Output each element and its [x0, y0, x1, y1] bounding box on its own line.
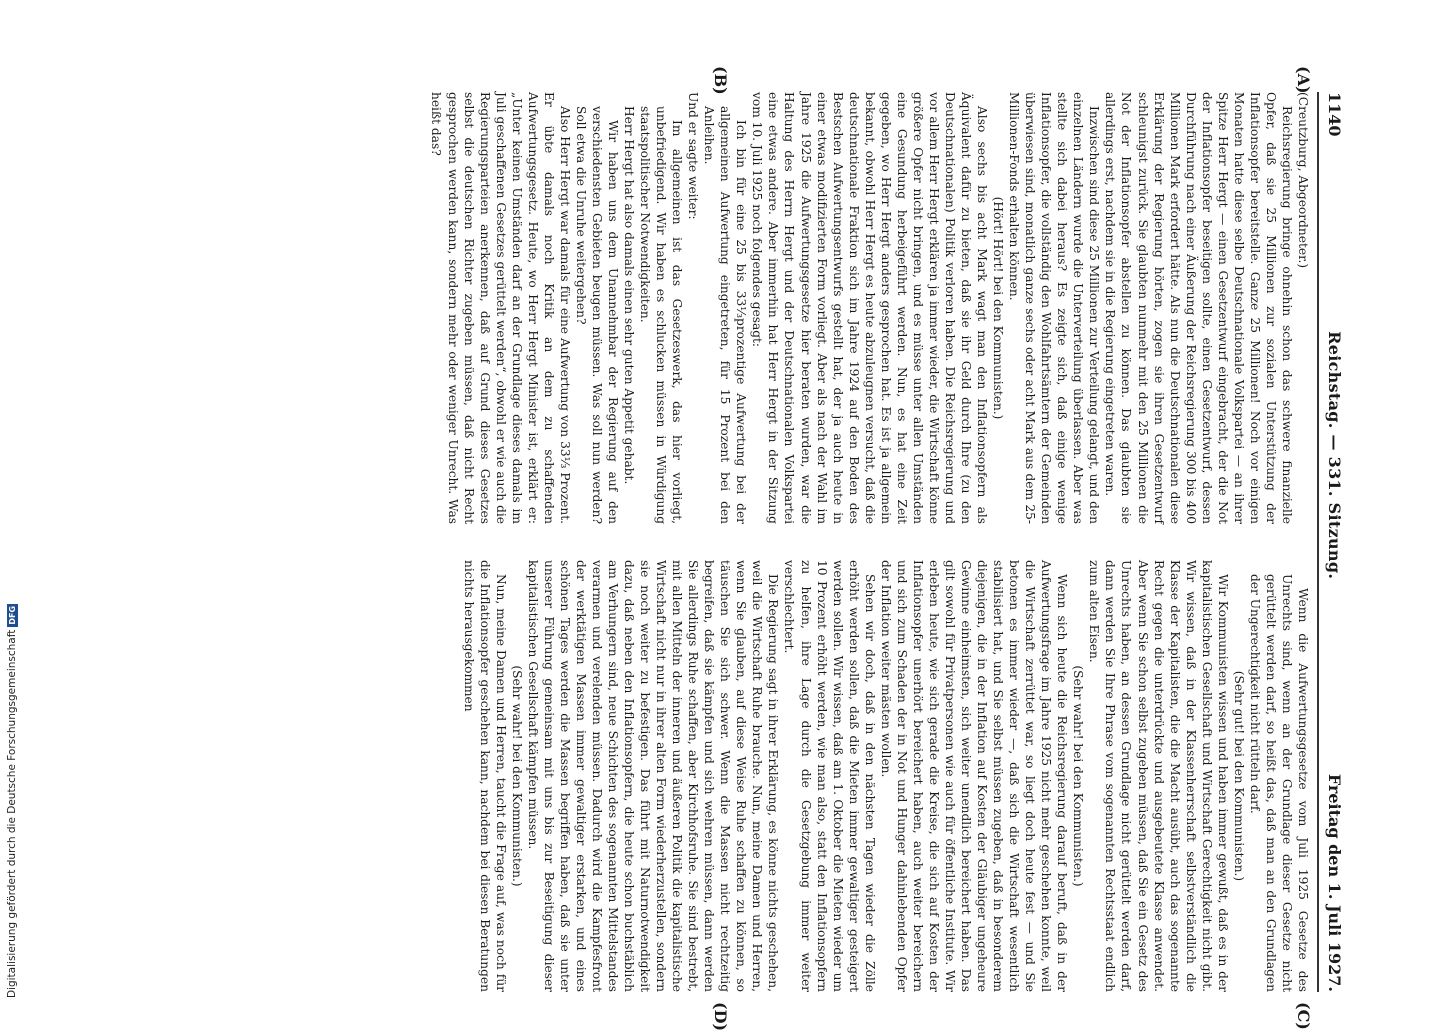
interjection: (Sehr gut! bei den Kommunisten.) [1231, 670, 1246, 882]
funding-note [3, 605, 21, 999]
interjection: (Sehr wahr! bei den Kommunisten.) [509, 665, 524, 887]
paragraph: Nun, meine Damen und Herren, taucht die Frage auf, was noch für die Inflationsopfer geschehen kann, nachdem bei diesen Beratungen nichts herausgekommen [461, 560, 508, 992]
paragraph: Sehen wir doch, daß in den nächsten Tagen wieder die Zölle erhöht werden sollen, daß die Mieten immer gewaltiger gesteigert werden sollen. Wir wissen, daß am 1. Oktober die Mieten wieder um 10 Prozent erhöht werden, wie man also, statt den Inflationsopfern zu helfen, ihre Lage durch die Gesetzgebung immer weiter verschlechtert. [782, 560, 877, 992]
interjection: (Sehr wahr! bei den Kommunisten.) [1071, 665, 1086, 887]
page-header [1323, 92, 1345, 992]
dfg-logo-icon: DFG [7, 605, 17, 625]
header-rule [1317, 92, 1319, 992]
paragraph: Inzwischen sind diese 25 Millionen zur Verteilung gelangt, und den einzelnen Ländern wurde die Unterverteilung überlassen. Aber was stellte sich dabei heraus? Es zeigte sich, daß einige wenige Inflationsopfer, die vollständig den Wohlfahrtsämtern der Gemeinden überwiesen sind, monatlich ganze sechs oder acht Mark aus dem 25-Millionen-Fonds erhalten können. [1007, 92, 1102, 524]
paragraph: Also Herr Hergt war damals für eine Aufwertung von 33⅓ Prozent. Er übte damals noch Kritik an dem zu schaffenden Aufwertungsgesetz. Heute, wo Herr Hergt Minister ist, erklärt er: „Unter keinen Umständen darf an der Grundlage dieses damals im Juli geschaffenen Gesetzes gerüttelt werden“, obwohl er wie auch die Regierungsparteien anerkennen, daß auf Grund dieses Gesetzes selbst die deutschen Richter zugeben müssen, daß nicht Recht gesprochen werden kann, sondern mehr oder weniger Unrecht. Was heißt das? [429, 92, 572, 524]
paragraph: Und er sagte weiter: [686, 92, 701, 220]
paragraph: Die Regierung sagt in ihrer Erklärung, es könne nichts geschehen, weil die Wirtschaft Ruhe brauche. Nun, meine Damen und Herren, wenn Sie glauben, auf diese Weise Ruhe schaffen zu können, so täuschen Sie sich schwer. Wenn die Massen nicht rechtzeitig begreifen, daß sie kämpfen und sich wehren müssen, dann werden Sie allerdings Ruhe schaffen, aber Kirchhofsruhe. Sie sind bestrebt, mit allen Mitteln der inneren und äußeren Politik die kapitalistische Wirtschaft nicht nur in ihrer alten Form wiederherzustellen, sondern sie noch weiter zu befestigen. Das führt mit Naturnotwendigkeit dazu, daß neben den Inflationsopfern, die heute schon buchstäblich am Verhungern sind, neue Schichten des sogenannten Mittelstandes verarmen und verelenden müssen. Dadurch wird die Kampfesfront der werktätigen Massen immer gewaltiger erstarken, und eines schönen Tages werden die Massen begriffen haben, daß sie unter unserer Führung gemeinsam mit uns bis zur Beseitigung dieser kapitalistischen Gesellschaft kämpfen müssen. [525, 560, 781, 992]
session-title: Reichstag. — 331. Sitzung. [1325, 331, 1345, 580]
margin-marker-b: (B) [711, 66, 730, 95]
paragraph: Also sechs bis acht Mark wagt man den Inflationsopfern als Äquivalent dafür zu bieten, daß sie ihr Geld durch Ihre (zu den Deutschnationalen) Politik verloren haben. Die Reichsregierung und vor allem Herr Hergt erklären ja immer wieder, die Wirtschaft könne größere Opfer nicht bringen, und es müsse unter allen Umständen eine Gesundung herbeigeführt werden. Nun, es hat eine Zeit gegeben, wo Herr Hergt anders gesprochen hat. Es ist ja allgemein bekannt, obwohl Herr Hergt es heute abzuleugnen versucht, daß die deutschnationale Fraktion sich im Jahre 1924 auf den Boden des Bestschen Aufwertungsentwurfs gestellt hat, der ja auch heute in einer etwas modifizierten Form vorliegt. Aber als nach der Wahl im Jahre 1925 die Aufwertungsgesetze hier beraten wurden, war die Haltung des Herrn Hergt und der Deutschnationalen Volkspartei eine etwas andere. Aber immerhin hat Herr Hergt in der Sitzung vom 10. Juli 1925 noch folgendes gesagt: [750, 92, 990, 524]
paragraph: Herr Hergt hat also damals einen sehr guten Appetit gehabt. [622, 106, 637, 485]
paragraph: Reichsregierung bringe ohnehin schon das schwere finanzielle Opfer, daß sie 25 Millionen zur sozialen Unterstützung der Inflationsopfer bereitstelle. Ganze 25 Millionen! Noch vor einigen Monaten hatte diese selbe Deutschnationale Volkspartei — an ihrer Spitze Herr Hergt — einen Gesetzentwurf eingebracht, der die Not der Inflationsopfer beseitigen sollte, einen Gesetzentwurf, dessen Durchführung nach einer Äußerung der Reichsregierung 300 bis 400 Millionen Mark erfordert hätte. Als nun die Deutschnationalen diese Erklärung der Regierung hörten, zogen sie ihren Gesetzentwurf schleunigst zurück. Sie glaubten nunmehr mit den 25 Millionen die Not der Inflationsopfer abstellen zu können. Das glaubten sie allerdings erst, nachdem sie in die Regierung eingetreten waren. [1103, 92, 1294, 524]
page-number: 1140 [1325, 92, 1345, 137]
left-column [428, 92, 1311, 524]
paragraph: Wir Kommunisten wissen und haben immer gewußt, daß es in der kapitalistischen Gesellschaft und Wirtschaft Gerechtigkeit nicht gibt. Wir wissen, daß in der Klassenherrschaft selbstverständlich die Klasse der Kapitalisten, die die Macht ausübt, auch das sogenannte Recht gegen die unterdrückte und ausgebeutete Klasse anwendet. Aber wenn Sie schon selbst zugeben müssen, daß Sie ein Gesetz des Unrechts haben, an dessen Grundlage nicht gerüttelt werden darf, dann werden Sie Ihre Phrase vom sogenannten Rechtsstaat endlich zum alten Eisen. [1087, 560, 1230, 992]
right-column [461, 560, 1311, 992]
scanned-page [95, 66, 1345, 1031]
margin-marker-c: (C) [1294, 1002, 1313, 1030]
margin-marker-a: (A) [1294, 66, 1313, 94]
paragraph: Im allgemeinen ist das Gesetzeswerk, das hier vorliegt, unbefriedigend. Wir haben es schlucken müssen in Würdigung staatspolitischer Notwendigkeiten. [638, 106, 685, 524]
session-date: Freitag den 1. Juli 1927. [1325, 773, 1345, 992]
margin-marker-d: (D) [711, 1002, 730, 1031]
paragraph: Wenn die Aufwertungsgesetze vom Juli 1925 Gesetze des Unrechts sind, wenn an der Grundlage dieser Gesetze nicht gerüttelt werden darf, so heißt das, daß man an den Grundlagen der Ungerechtigkeit nicht rütteln darf. [1247, 574, 1310, 992]
paragraph: Wir haben uns dem Unannehmbar der Regierung auf den verschiedensten Gebieten beugen müssen. Was soll nun werden? Soll etwa die Unruhe weitergehen? [573, 106, 620, 524]
interjection: (Hört! Hört! bei den Kommunisten.) [991, 196, 1006, 420]
paragraph: (Creutzburg, Abgeordneter.) [1296, 92, 1310, 269]
paragraph: Ich bin für eine 25 bis 33⅓prozentige Aufwertung bei der allgemeinen Aufwertung eingetreten, für 15 Prozent bei den Anleihen. [702, 106, 749, 524]
paragraph: Wenn sich heute die Reichsregierung darauf beruft, daß in der Aufwertungsfrage im Jahre 1925 nicht mehr geschehen konnte, weil die Wirtschaft zerrüttet war, so liegt doch heute fest — und Sie betonen es immer wieder —, daß sich die Wirtschaft wesentlich stabilisiert hat, und Sie selbst müssen zugeben, daß in besonderem diejenigen, die in der Inflation auf Kosten der Gläubiger ungeheure Gewinne einheimsten, sich weiter unendlich bereichert haben. Das gilt sowohl für Privatpersonen wie auch für öffentliche Institute. Wir erleben heute, wie sich gerade die Kreise, die sich auf Kosten der Inflationsopfer unerhört bereichert haben, auch weiter bereichern und sich zum Schaden der in Not und Hunger dahinlebenden Opfer der Inflation weiter mästen wollen. [878, 560, 1070, 992]
funding-note-text: Digitalisierung gefördert durch die Deutsche Forschungsgemeinschaft [6, 629, 18, 999]
